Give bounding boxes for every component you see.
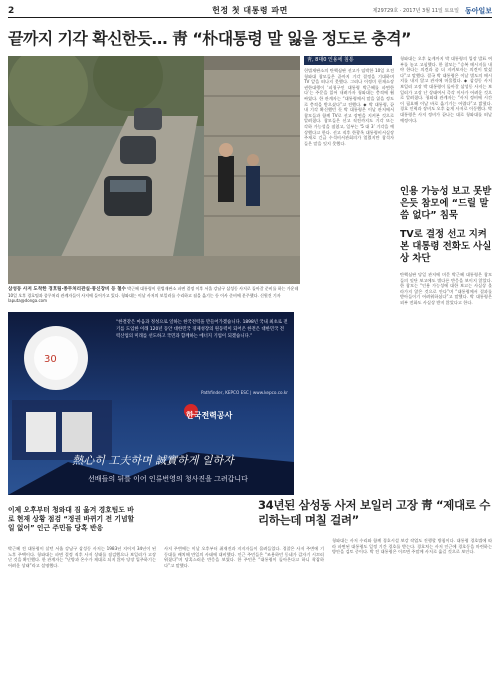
caption-bold: 삼성동 사저 도착한 경호팀·종무처리관실·통신장비 등 철수 bbox=[8, 287, 126, 292]
ad-logo-text: 한국전력공사 bbox=[186, 411, 233, 420]
story-1-column-a: 헌법재판소의 탄핵심판 선고가 임박한 10일 오전 청와대 참모들은 끝까지 기각 결정을 기대하며 TV 앞을 떠나지 못했다. 그러나 이정미 헌재소장 권한대행이 ‘피청구인 대통령 박근혜를 파면한다’는 주문을 읽어 내려가자 청와대는 충격에 휩싸였다. 한 관계자는 “대통령께서 말을 잃을 정도로 충격을 받으셨다”고 전했다. ◆ 박 대통령, 끝내 기각 확신했던 듯 박 대통령은 이날 관저에서 참모들과 함께 TV로 선고 장면을 지켜본 것으로 알려졌다. 참모들은 선고 직전까지도 기각 또는 각하 가능성을 점쳤고, 일부는 ‘5 대 3’ 기각을 예상했다고 한다. 선고 직후 한광옥 대통령비서실장 주재로 긴급 수석비서관회의가 열렸지만 참석자들은 말을 잇지 못했다. bbox=[304, 68, 394, 146]
page-number: 2 bbox=[8, 5, 15, 16]
story-2-subhead: 이제 오후부터 청와대 짐 옮겨 경호팀도 바로 현재 상황 점검 “정권 바뀌기 전 기념할 일 없어” 인근 주민들 당혹 반응 bbox=[8, 506, 135, 533]
photo-illustration bbox=[8, 56, 300, 284]
issue-meta: 제29729호 · 2017년 3월 11일 토요일 bbox=[372, 8, 459, 14]
ad-emblem-icon: 30 bbox=[44, 354, 57, 365]
news-photo bbox=[8, 56, 300, 284]
page-header bbox=[8, 4, 492, 18]
story-2-column-a: 박근혜 전 대통령이 살던 서울 강남구 삼성동 사저는 1983년 지어져 34년이 된 노후 주택이다. 청와대는 파면 결정 직후 사저 상태를 점검했으나 보일러가 고장 난 것을 확인했다. 한 관계자는 “난방과 온수가 제대로 되지 않아 당장 입주하기는 어려운 상태”라고 설명했다. bbox=[8, 546, 156, 568]
story-2-column-c: 청와대는 사저 수리와 함께 경호시설 보강 작업도 진행할 방침이다. 대통령 경호법에 따라 파면된 대통령도 일정 기간 경호를 받는다. 경호처는 사저 인근에 경호동을 마련하는 방안을 검토 중이다. 박 전 대통령은 이르면 주말께 사저로 옮길 것으로 보인다. bbox=[332, 538, 492, 555]
newspaper-name: 동아일보 bbox=[464, 5, 492, 15]
sidebar-story bbox=[400, 186, 492, 306]
main-headline: 끝까지 기각 확신한듯… 靑 “朴대통령 말 잃을 정도로 충격” bbox=[8, 29, 411, 48]
ad-signature: Pathfinder, KEPCO ESC | www.kepco.co.kr bbox=[201, 390, 288, 395]
advertisement bbox=[8, 312, 294, 495]
caption-text: 박근혜 대통령이 헌법재판소 파면 결정 이후 서울 강남구 삼성동 사저로 돌아갈 준비를 하는 가운데 10일 오후 경호팀과 종무처리 관계자들이 사저에 들어가고 있다. 청와대는 이날 사저의 보일러를 수리하고 짐을 옮기는 등 이사 준비에 분주했다. 신원건 기자 laputa@donga.com bbox=[8, 286, 299, 303]
ad-body-text: “한결같은 마음과 정성으로 일하는 한국전력을 만들어가겠습니다. 1898년 국내 최초로 전기를 도입한 이래 120년 동안 대한민국 경제성장의 원동력이 되어온 한전은 대한민국 전력산업의 미래를 선도하고 국민과 함께하는 에너지 기업이 되겠습니다.” bbox=[116, 320, 288, 339]
ad-calligraphy: 熱心히 工夫하며 誠實하게 일하자 bbox=[72, 454, 234, 467]
story-2-headline: 34년된 삼성동 사저 보일러 고장 靑 “제대로 수리하는데 며칠 걸려” bbox=[258, 498, 490, 527]
story-2-column-b: 사저 주변에는 이날 오후부터 취재진과 지지자들이 몰려들었다. 경찰은 사저 주변에 기동대를 배치해 만일의 사태에 대비했다. 인근 주민들은 “조용하던 동네가 갑자기 시끄러워졌다”며 당혹스러운 반응을 보였다. 한 주민은 “대통령이 돌아온다고 하니 착잡하다”고 말했다. bbox=[164, 546, 324, 568]
sidebar-headline-1: 인용 가능성 보고 못받은듯 참모에 “드릴 말씀 없다” 침묵 bbox=[400, 186, 492, 221]
sidebar-headline-2: TV로 결정 선고 지켜본 대통령 전화도 사실상 차단 bbox=[400, 229, 492, 264]
sidebar-body: 탄핵심판 당일 관저에 머문 박근혜 대통령은 참모들의 잇단 보고에도 별다른 반응을 보이지 않았다. 한 참모는 “인용 가능성에 대한 보고는 사실상 올라가지 않은 것으로 안다”며 “대통령께서 결과를 받아들이기 어려워하셨다”고 말했다. 박 대통령은 외부 전화도 사실상 받지 않았다고 한다. bbox=[400, 272, 492, 305]
section-title: 헌정 첫 대통령 파면 bbox=[212, 6, 288, 15]
story-tag: 靑, 8대0 인용에 침통 bbox=[304, 56, 392, 65]
story-1-column-b: 청와대는 오후 늦게까지 박 대통령의 입장 발표 여부를 놓고 고심했다. 한 참모는 “승복 메시지를 내야 한다는 의견과 좀 더 지켜보자는 의견이 맞섰다”고 말했다. 결국 박 대통령은 이날 별도의 메시지를 내지 않고 관저에 머물렀다. ◆ 삼성동 사저 보일러 고장 박 대통령이 돌아갈 삼성동 사저는 보일러가 고장 난 상태여서 즉각 이사가 어려운 것으로 알려졌다. 청와대 관계자는 “사저 정비에 시간이 필요해 이날 바로 옮기기는 어렵다”고 밝혔다. 경호 인력과 장비도 오후 늦게 사저로 이동했다. 박 대통령은 사저 정비가 끝나는 대로 청와대를 떠날 예정이다. bbox=[400, 56, 492, 123]
ad-subline: 선배들의 뒤를 이어 인류번영의 청사진을 그려갑니다 bbox=[88, 475, 248, 483]
photo-caption bbox=[8, 286, 300, 310]
